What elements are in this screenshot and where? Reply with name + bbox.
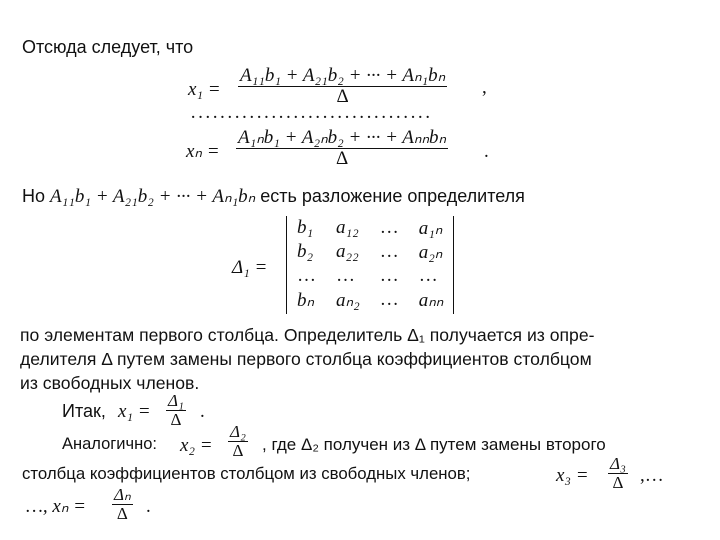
itak-fraction — [166, 392, 186, 429]
det-cell: a₁ₙ — [418, 217, 443, 239]
analog-fraction — [228, 423, 248, 460]
det-cell: … — [379, 217, 399, 238]
itak-denominator: Δ — [170, 409, 182, 429]
determinant-delta1 — [286, 216, 454, 314]
itak-period: . — [200, 401, 205, 422]
itak-word: Итак, — [62, 401, 106, 421]
analog-lhs: x₂ = — [180, 435, 213, 456]
x3-fraction — [608, 455, 628, 492]
itak-numerator: Δ₁ — [168, 391, 184, 410]
paragraph-line-3: из свободных членов. — [20, 373, 200, 393]
det-cell: a₂ₙ — [418, 241, 443, 263]
det-cell: … — [379, 289, 399, 310]
det-row — [287, 240, 453, 264]
det-row — [287, 264, 453, 288]
xn-period: . — [484, 141, 489, 162]
analog-denominator: Δ — [232, 440, 244, 460]
but-rest: есть разложение определителя — [260, 186, 525, 206]
x1-lhs: x₁ = — [188, 79, 221, 100]
analog-rest: , где Δ₂ получен из Δ путем замены второго — [262, 435, 606, 454]
paragraph-line-1: по элементам первого столбца. Определитель Δ₁ получается из опре- — [20, 325, 595, 345]
det-cell: … — [336, 265, 355, 286]
delta1-lhs: Δ₁ = — [232, 257, 268, 278]
det-cell: bₙ — [297, 289, 315, 311]
intro-text: Отсюда следует, что — [22, 37, 194, 57]
analog-numerator: Δ₂ — [230, 422, 246, 441]
final-denominator: Δ — [116, 503, 128, 523]
det-cell: aₙₙ — [418, 289, 444, 311]
x1-comma: , — [482, 77, 487, 98]
det-cell: b₁ — [297, 217, 314, 238]
xn-fraction — [236, 128, 448, 169]
itak-lhs: x₁ = — [118, 401, 151, 422]
but-line — [22, 187, 525, 206]
det-row — [287, 216, 453, 240]
det-row — [287, 288, 453, 312]
x3-numerator: Δ₃ — [610, 454, 626, 473]
x3-denominator: Δ — [612, 472, 624, 492]
det-cell: b₂ — [297, 241, 314, 262]
but-word: Но — [22, 186, 46, 206]
x1-denominator: Δ — [336, 85, 349, 107]
columns-text: столбца коэффициентов столбцом из свободных членов; — [22, 464, 471, 483]
x1-numerator: A₁₁b₁ + A₂₁b₂ + ··· + Aₙ₁bₙ — [240, 65, 446, 86]
det-cell: aₙ₂ — [336, 289, 360, 311]
xn-lhs: xₙ = — [186, 141, 220, 162]
det-cell: … — [379, 265, 399, 286]
x1-fraction — [238, 66, 447, 107]
det-cell: … — [379, 241, 399, 262]
analog-word: Аналогично: — [62, 435, 157, 453]
det-cell: … — [418, 265, 438, 286]
det-cell: a₂₂ — [336, 241, 359, 262]
xn-denominator: Δ — [335, 147, 349, 169]
xn-numerator: A₁ₙb₁ + A₂ₙb₂ + ··· + Aₙₙbₙ — [238, 127, 447, 148]
det-cell: a₁₂ — [336, 217, 359, 238]
final-lhs: …, xₙ = — [26, 496, 86, 517]
det-cell: … — [297, 265, 316, 286]
paragraph-line-2: делителя Δ путем замены первого столбца коэффициентов столбцом — [20, 349, 592, 369]
but-expression: A₁₁b₁ + A₂₁b₂ + ··· + Aₙ₁bₙ — [50, 186, 256, 207]
ellipsis-row: ································· — [190, 107, 432, 128]
final-numerator: Δₙ — [114, 485, 131, 504]
x3-tail: ,… — [640, 465, 664, 486]
x3-lhs: x₃ = — [556, 465, 589, 486]
final-period: . — [146, 496, 151, 517]
final-fraction — [112, 486, 133, 523]
